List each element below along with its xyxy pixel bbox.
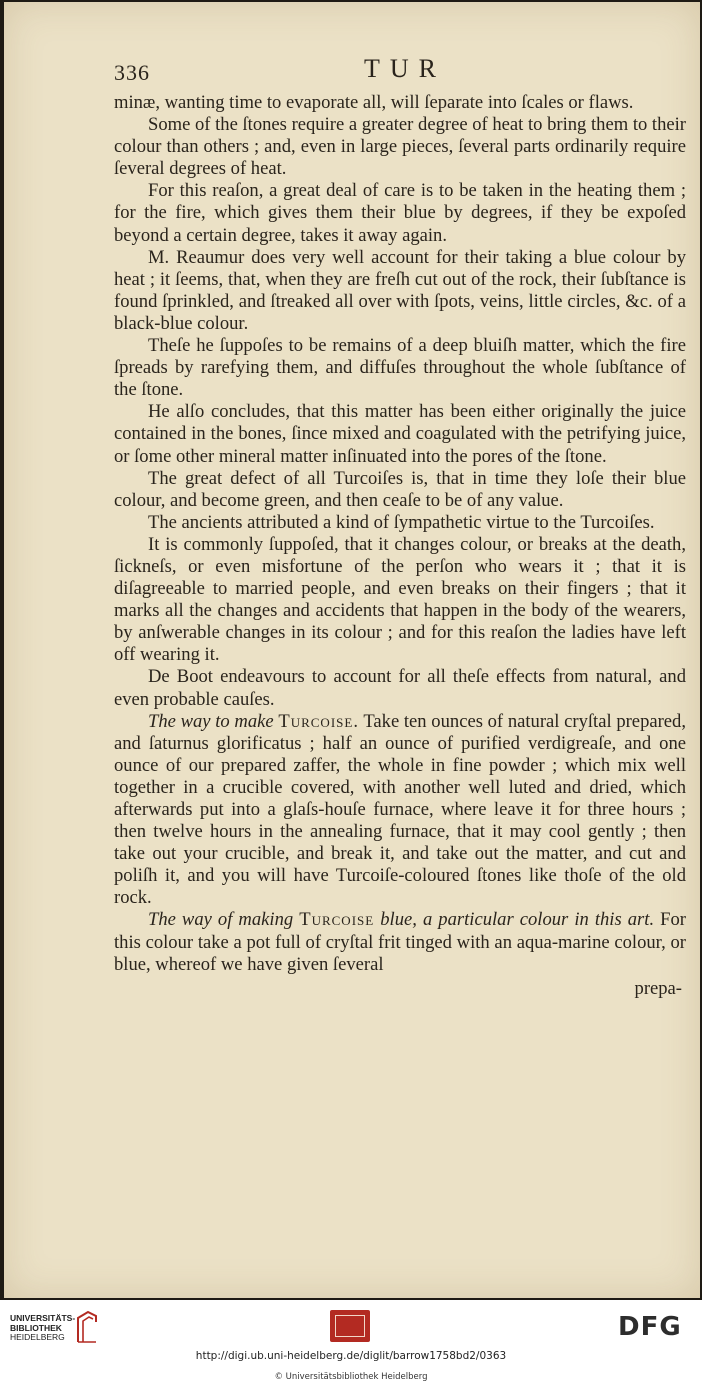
paragraph-text: For this colour take a pot full of cryſtal frit tinged with an aqua-marine colour, or blue, whereof we have given ſeveral [114,909,686,975]
paragraph-text: It is commonly ſuppoſed, that it changes colour, or breaks at the death, ſickneſs, or even misfortune of the perſon who wears it ; that it is diſagreeable to married people, and even breaks on their fingers ; that it marks all the changes and accidents that happen in the body of the wearers, by anſwerable changes in its colour ; and for this reaſon the ladies have left off wearing it. [114,533,686,666]
paragraph-text: Take ten ounces of natural cryſtal prepared, and ſaturnus glorificatus ; half an ounce of purified verdigreaſe, and one ounce of our prepared zaffer, the whole in fine powder ; which mix well together in a crucible covered, with another well luted and dried, which afterwards put into a glaſs-houſe furnace, where leave it for three hours ; then twelve hours in the annealing furnace, that it may cool gently ; then take out your crucible, and break it, and take out the matter, and cut and poliſh it, and you will have Turcoiſe-coloured ſtones like thoſe of the old rock. [114,710,687,909]
dfg-logo[interactable]: DFG [618,1312,682,1342]
paragraph-6 [114,401,686,467]
book-page [4,2,700,1298]
paragraph-text: Some of the ſtones require a greater degree of heat to bring them to their colour than others ; and, even in large pieces, ſeveral parts ordinarily require ſeveral degrees of heat. [114,114,686,180]
footer-bar [0,1300,702,1388]
copyright-notice: © Universitätsbibliothek Heidelberg [274,1372,428,1382]
paragraph-text: M. Reaumur does very well account for their taking a blue colour by heat ; it ſeems, that, when they are freſh cut out of the rock, their ſubſtance is found ſprinkled, and ſtreaked all over with ſpots, veins, little circles, &c. of a black-blue colour. [114,246,686,334]
paragraph-text: The ancients attributed a kind of ſympathetic virtue to the Turcoiſes. [148,511,655,533]
paragraph-4 [114,247,686,335]
page-number: 336 [114,60,150,85]
page-header [114,54,686,88]
paragraph-10 [114,666,686,710]
paragraph-recipe-turcoise [114,711,686,910]
paragraph-5 [114,335,686,401]
catchword: prepa- [634,977,682,999]
library-mark-icon [74,1308,100,1346]
recipe-heading: The way to make [148,710,274,732]
paragraph-8 [114,512,686,534]
paragraph-2 [114,114,686,180]
paragraph-9 [114,534,686,667]
recipe-heading-tail: blue, a particular colour in this art. [374,909,655,931]
paragraph-text: For this reaſon, a great deal of care is to be taken in the heating them ; for the fire, which gives them their blue by degrees, if they be expoſed beyond a certain degree, takes it away again. [114,180,686,246]
recipe-heading-smallcaps: Turcoise [299,909,375,931]
recipe-heading: The way of making [148,909,294,931]
paragraph-text: Theſe he ſuppoſes to be remains of a deep bluiſh matter, which the fire ſpreads by rarefying them, and diffuſes throughout the whole ſubſtance of the ſtone. [114,335,686,401]
paragraph-recipe-turcoise-blue [114,909,686,975]
paragraph-text: minæ, wanting time to evaporate all, will ſeparate into ſcales or flaws. [114,92,634,113]
paragraph-1 [114,92,686,114]
library-name-line: BIBLIOTHEK [10,1322,62,1333]
source-url[interactable]: http://digi.ub.uni-heidelberg.de/diglit/barrow1758bd2/0363 [195,1350,507,1362]
library-logo[interactable] [10,1308,100,1348]
recipe-heading-smallcaps: Turcoise. [278,710,359,732]
library-name-line: UNIVERSITÄTS- [10,1313,76,1323]
paragraph-text: The great defect of all Turcoiſes is, that in time they loſe their blue colour, and become green, and then ceaſe to be of any value. [114,467,686,511]
paragraph-text: He alſo concludes, that this matter has been either originally the juice contained in the bones, ſince mixed and coagulated with the petrifying juice, or ſome other mineral matter inſinuated into the pores of the ſtone. [114,401,686,467]
running-head: TUR [364,54,446,83]
library-name-line: HEIDELBERG [10,1332,65,1342]
library-name [10,1314,75,1343]
digitization-seal-icon [330,1310,370,1342]
paragraph-7 [114,468,686,512]
page-text [114,54,687,1000]
paragraph-3 [114,180,686,246]
paragraph-text: De Boot endeavours to account for all theſe effects from natural, and even probable cauſes. [114,666,686,710]
